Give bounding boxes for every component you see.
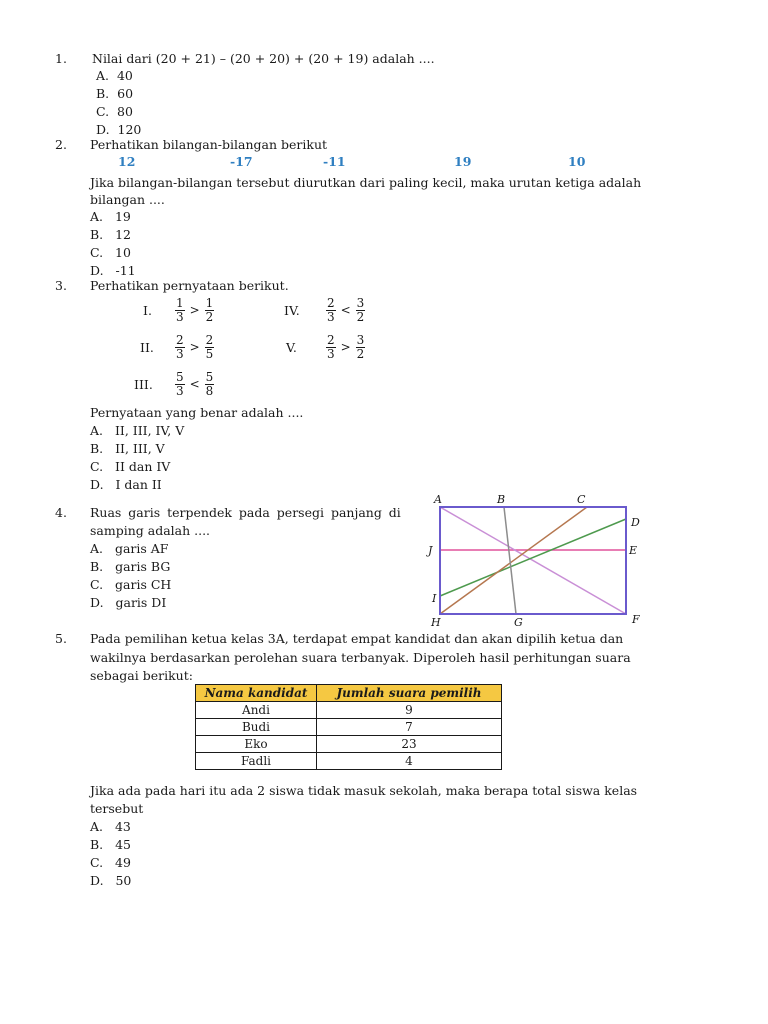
q3-text: Perhatikan pernyataan berikut. — [90, 278, 289, 293]
option-value: 12 — [115, 227, 131, 242]
option-value: 19 — [114, 209, 131, 224]
option-value: 60 — [117, 86, 134, 101]
table-cell: 7 — [317, 719, 502, 736]
relation: > — [189, 303, 200, 318]
label-J: J — [428, 544, 433, 557]
option-letter: D. — [96, 122, 110, 137]
option-letter: B. — [90, 227, 104, 242]
option-letter: B. — [90, 559, 104, 574]
fraction: $\frac{2}{3}$ — [175, 333, 184, 361]
option-value: 45 — [115, 837, 131, 852]
option-letter: C. — [90, 577, 104, 592]
q2-instruction-line2: bilangan .... — [90, 192, 165, 207]
q4-text-line1: Ruas garis terpendek pada persegi panjang di — [90, 505, 401, 520]
statement-label: II. — [140, 339, 154, 355]
label-H: H — [431, 616, 441, 629]
fraction: $\frac{5}{3}$ — [175, 370, 184, 398]
q4-number: 4. — [55, 505, 67, 520]
q5-option-c — [90, 857, 131, 870]
table-cell: Andi — [196, 702, 317, 719]
option-value: -11 — [115, 263, 136, 278]
option-value: II, III, IV, V — [114, 423, 185, 438]
q2-number-item: -17 — [230, 154, 253, 169]
option-letter: C. — [96, 104, 110, 119]
q2-number-item: 10 — [568, 154, 586, 169]
q5-text-line1: Pada pemilihan ketua kelas 3A, terdapat empat kandidat dan akan dipilih ketua dan — [90, 631, 624, 646]
table-header-row — [196, 685, 502, 702]
option-value: II, III, V — [115, 441, 165, 456]
relation: < — [189, 377, 200, 392]
label-B: B — [497, 493, 506, 506]
segment-af — [440, 507, 626, 614]
q2-number-item: -11 — [323, 154, 346, 169]
q5-option-a — [90, 821, 131, 834]
q2-instruction-line1: Jika bilangan-bilangan tersebut diurutkan dari paling kecil, maka urutan ketiga adalah — [90, 175, 642, 190]
table-cell: 23 — [317, 736, 502, 753]
q2-number-item: 19 — [454, 154, 472, 169]
option-letter: A. — [96, 68, 110, 83]
label-I: I — [432, 592, 437, 605]
option-value: garis AF — [114, 541, 169, 556]
fraction: $\frac{5}{8}$ — [205, 370, 214, 398]
option-value: 120 — [117, 122, 142, 137]
option-value: 80 — [117, 104, 133, 119]
label-G: G — [514, 616, 523, 629]
q2-number: 2. — [55, 137, 67, 152]
option-value: I dan II — [115, 477, 162, 492]
table-cell: Eko — [196, 736, 317, 753]
option-letter: D. — [90, 595, 104, 610]
option-value: 43 — [114, 819, 131, 834]
votes-table — [195, 684, 502, 770]
table-row — [196, 719, 502, 736]
q5-number: 5. — [55, 631, 67, 646]
option-letter: D. — [90, 477, 104, 492]
option-letter: A. — [90, 209, 104, 224]
label-C: C — [577, 493, 586, 506]
q5-option-d — [90, 875, 131, 888]
q2-number-item: 12 — [118, 154, 136, 169]
q3-number: 3. — [55, 278, 67, 293]
option-letter: A. — [90, 819, 104, 834]
table-cell: Budi — [196, 719, 317, 736]
table-row — [196, 736, 502, 753]
option-letter: C. — [90, 245, 104, 260]
label-D: D — [631, 516, 640, 529]
label-F: F — [632, 613, 640, 626]
table-row — [196, 702, 502, 719]
fraction: $\frac{1}{2}$ — [205, 296, 214, 324]
option-value: 50 — [115, 873, 132, 888]
option-value: 40 — [116, 68, 133, 83]
option-value: garis BG — [115, 559, 171, 574]
statement-label: V. — [286, 339, 297, 355]
table-cell: Fadli — [196, 753, 317, 770]
q5-text-line3: sebagai berikut: — [90, 668, 193, 683]
statement-label: I. — [143, 302, 152, 318]
q3-question: Pernyataan yang benar adalah .... — [90, 405, 304, 420]
statement-label: III. — [134, 376, 153, 392]
fraction: $\frac{3}{2}$ — [356, 333, 365, 361]
fraction: $\frac{2}{3}$ — [326, 333, 335, 361]
option-value: 10 — [115, 245, 131, 260]
q1-number: 1. — [55, 51, 67, 66]
option-letter: D. — [90, 263, 104, 278]
fraction: $\frac{2}{5}$ — [205, 333, 214, 361]
segment-di — [440, 519, 626, 596]
fraction: $\frac{3}{2}$ — [356, 296, 365, 324]
q5-text-line2: wakilnya berdasarkan perolehan suara terbanyak. Diperoleh hasil perhitungan suara — [90, 650, 631, 665]
fraction: $\frac{1}{3}$ — [175, 296, 184, 324]
option-letter: D. — [90, 873, 104, 888]
q5-question-line1: Jika ada pada hari itu ada 2 siswa tidak masuk sekolah, maka berapa total siswa kelas — [90, 783, 638, 798]
q1-text: Nilai dari (20 + 21) – (20 + 20) + (20 + 19) adalah .... — [92, 51, 435, 66]
option-value: garis DI — [115, 595, 167, 610]
option-letter: B. — [90, 441, 104, 456]
table-cell: 9 — [317, 702, 502, 719]
label-A: A — [434, 493, 442, 506]
statement-label: IV. — [284, 302, 300, 318]
table-header: Jumlah suara pemilih — [317, 685, 502, 702]
option-value: 49 — [115, 855, 131, 870]
q4-text-line2: samping adalah .... — [90, 523, 211, 538]
table-row — [196, 753, 502, 770]
fraction: $\frac{2}{3}$ — [326, 296, 335, 324]
relation: < — [340, 303, 351, 318]
option-letter: C. — [90, 855, 104, 870]
relation: > — [340, 340, 351, 355]
option-letter: B. — [96, 86, 110, 101]
option-value: garis CH — [115, 577, 172, 592]
option-letter: C. — [90, 459, 104, 474]
q5-question-line2: tersebut — [90, 801, 144, 816]
option-letter: A. — [90, 541, 104, 556]
table-header: Nama kandidat — [196, 685, 317, 702]
table-cell: 4 — [317, 753, 502, 770]
option-value: II dan IV — [115, 459, 171, 474]
option-letter: B. — [90, 837, 104, 852]
relation: > — [189, 340, 200, 355]
q2-text: Perhatikan bilangan-bilangan berikut — [90, 137, 328, 152]
option-letter: A. — [90, 423, 104, 438]
label-E: E — [629, 544, 638, 557]
q5-option-b — [90, 839, 131, 852]
